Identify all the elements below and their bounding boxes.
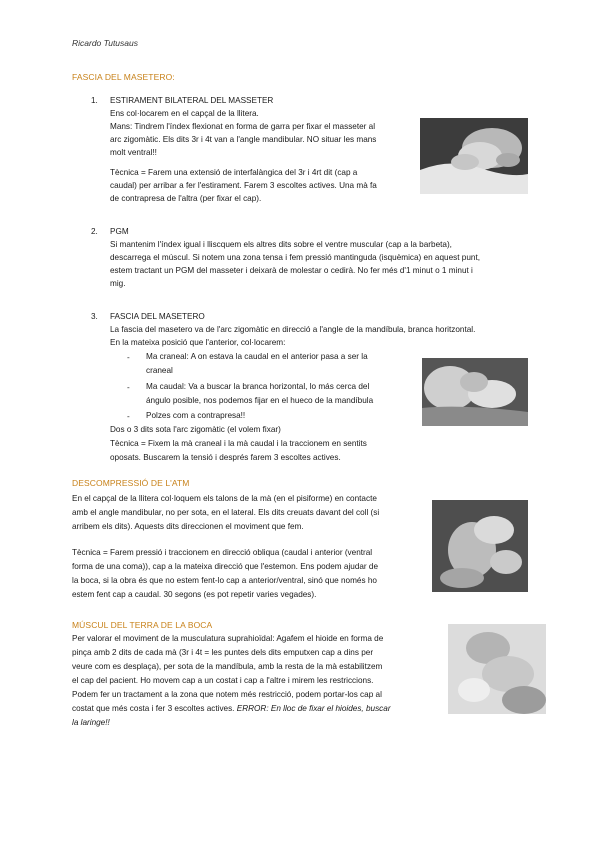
paragraph-line: arc zigomàtic. Els dits 3r i 4t van a l'angle mandibular. NO situar les mans: [110, 135, 377, 144]
error-note: ERROR: En lloc de fixar el hioides, buscar: [236, 704, 391, 713]
paragraph-text: costat que més costa i fer 3 escoltes actives.: [72, 704, 235, 713]
bullet-dash: -: [127, 383, 130, 392]
paragraph-line: Tècnica = Farem pressió i traccionem en direcció obliqua (caudal i anterior (ventral: [72, 548, 373, 557]
paragraph-line: En el capçal de la llitera col·loquem els talons de la mà (en el pisiforme) en contacte: [72, 494, 377, 503]
paragraph-line: forma de una coma)), cap a la mateixa direcció que l'estemon. Ens podem ajudar de: [72, 562, 379, 571]
section-heading-descompressio-atm: DESCOMPRESSIÓ DE L'ATM: [72, 478, 190, 488]
item-number-3: 3.: [91, 312, 98, 321]
author-name: Ricardo Tutusaus: [72, 38, 138, 48]
bullet-text: Polzes com a contrapresa!!: [146, 411, 246, 420]
photo-mouth-floor: [448, 624, 546, 714]
bullet-text: Ma caudal: Va a buscar la branca horizontal, lo más cerca del: [146, 382, 370, 391]
paragraph-line: Mans: Tindrem l'índex flexionat en forma de garra per fixar el masseter al: [110, 122, 376, 131]
paragraph-line: Ens col·locarem en el capçal de la llitera.: [110, 109, 259, 118]
section-heading-muscul-terra-boca: MÚSCUL DEL TERRA DE LA BOCA: [72, 620, 213, 630]
paragraph-line: oposats. Buscarem la tensió i després farem 3 escoltes actives.: [110, 453, 341, 462]
photo-masseter-stretch-image: [420, 118, 528, 194]
paragraph-line: La fascia del masetero va de l'arc zigomàtic en direcció a l'angle de la mandíbula, branca horitzontal.: [110, 325, 476, 334]
photo-atm-decompression: [432, 500, 528, 592]
paragraph-line: el cap del pacient. Ho movem cap a un costat i cap a l'altre i mirem les restriccions.: [72, 676, 374, 685]
photo-masetero-fascia-image: [422, 358, 528, 426]
paragraph-line: molt ventral!!: [110, 148, 157, 157]
item-title-fascia-masetero: FASCIA DEL MASETERO: [110, 312, 205, 321]
paragraph-line: Si mantenim l'índex igual i lliscquem els altres dits sobre el ventre muscular (cap a la barbeta),: [110, 240, 452, 249]
paragraph-line: arribem els dits). Aquests dits direccionen el moviment que fem.: [72, 522, 304, 531]
paragraph-line: [72, 702, 391, 715]
section-heading-fascia-masetero: FASCIA DEL MASETERO:: [72, 72, 175, 82]
bullet-text: Ma craneal: A on estava la caudal en el anterior pasa a ser la: [146, 352, 368, 361]
paragraph-line: de contrapresa de l'altra (per fixar el cap).: [110, 194, 262, 203]
paragraph-line: Podem fer un tractament a la zona que notem més restricció, podem portar-los cap al: [72, 690, 382, 699]
bullet-text: ángulo posible, nos podemos fijar en el hueco de la mandíbula: [146, 396, 374, 405]
paragraph-line: Tècnica = Farem una extensió de interfalàngica del 3r i 4rt dit (cap a: [110, 168, 358, 177]
photo-masseter-stretch: [420, 118, 528, 194]
bullet-text: craneal: [146, 366, 173, 375]
error-note: la laringe!!: [72, 718, 110, 727]
bullet-dash: -: [127, 353, 130, 362]
item-title-pgm: PGM: [110, 227, 129, 236]
photo-mouth-floor-image: [448, 624, 546, 714]
paragraph-line: En la mateixa posició que l'anterior, col·locarem:: [110, 338, 286, 347]
bullet-dash: -: [127, 412, 130, 421]
item-title-estirament: ESTIRAMENT BILATERAL DEL MASSETER: [110, 96, 274, 105]
paragraph-line: caudal) per arribar a fer l'estirament. Farem 3 escoltes actives. Una mà fa: [110, 181, 377, 190]
paragraph-line: Tècnica = Fixem la mà craneal i la mà caudal i la traccionem en sentits: [110, 439, 367, 448]
photo-atm-decompression-image: [432, 500, 528, 592]
item-number-1: 1.: [91, 96, 98, 105]
paragraph-line: descarrega el múscul. Si notem una zona tensa i fem pressió mantinguda (isquèmica) en aquest punt,: [110, 253, 481, 262]
photo-masetero-fascia: [422, 358, 528, 426]
paragraph-line: mig.: [110, 279, 126, 288]
paragraph-line: veure com es desplaça), per sota de la mandíbula, amb la resta de la mà estabilitzem: [72, 662, 383, 671]
paragraph-line: estem tractant un PGM del masseter i deixarà de molestar o cedirà. No fer més d'1 minut o 1 minut i: [110, 266, 473, 275]
item-number-2: 2.: [91, 227, 98, 236]
paragraph-line: la boca, si la obra és que no estem fent-lo cap a anterior/ventral, sinó que només ho: [72, 576, 377, 585]
paragraph-line: Dos o 3 dits sota l'arc zigomàtic (el volem fixar): [110, 425, 281, 434]
paragraph-line: amb el angle mandibular, no per sota, en el lateral. Els dits creuats davant del coll (si: [72, 508, 380, 517]
paragraph-line: Per valorar el moviment de la musculatura suprahioïdal: Agafem el hioide en forma de: [72, 634, 384, 643]
paragraph-line: pinça amb 2 dits de cada mà (3r i 4t = les puntes dels dits emputxen cap a dins per: [72, 648, 374, 657]
paragraph-line: estem fent cap a caudal. 30 segons (es pot repetir varies vegades).: [72, 590, 317, 599]
